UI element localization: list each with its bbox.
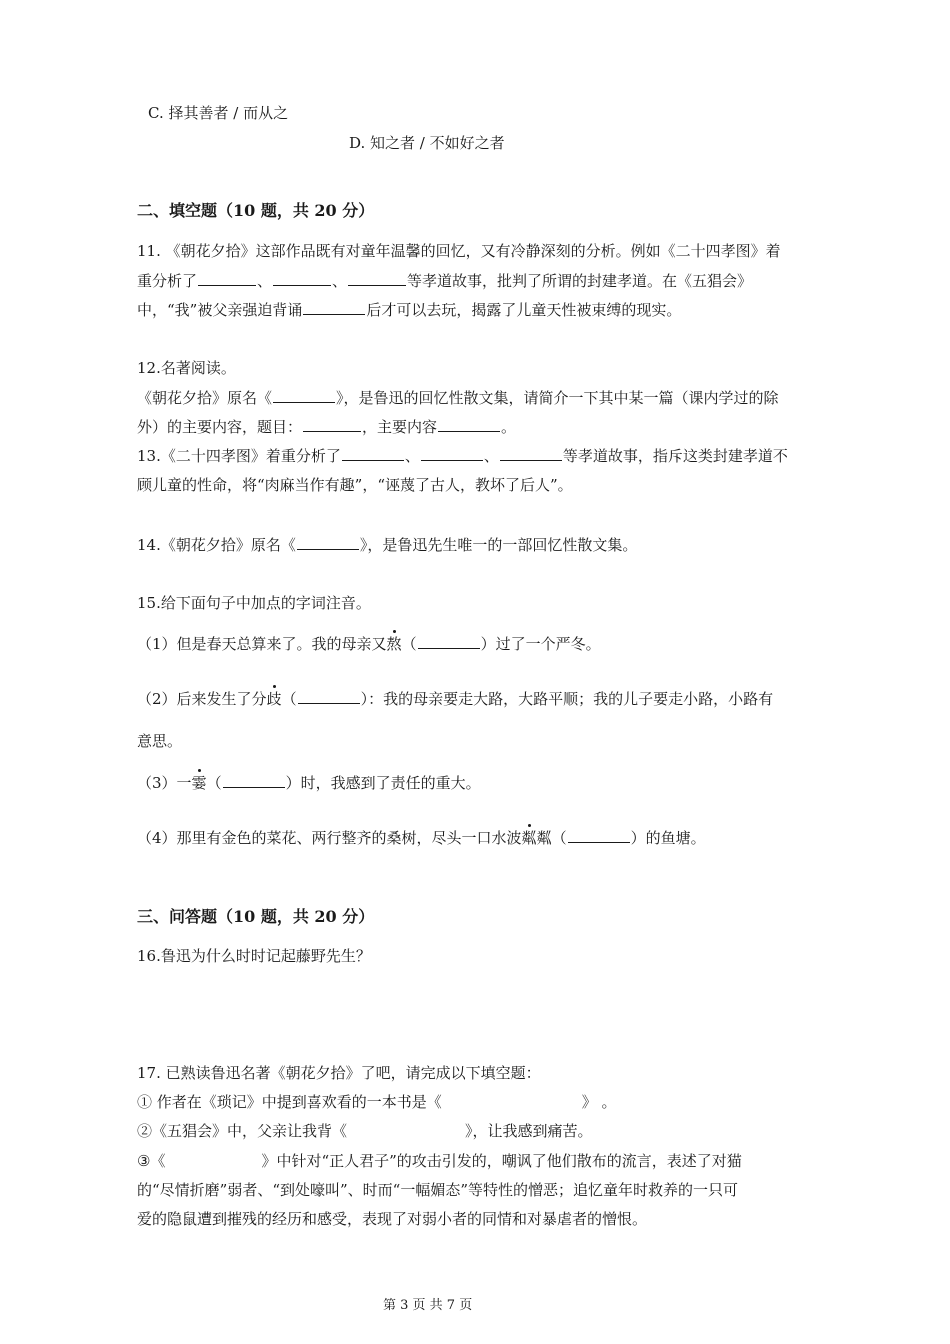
section-3-heading: 三、问答题（10 题，共 20 分） (137, 907, 375, 926)
q12-line1: 《朝花夕拾》原名《 》，是鲁迅的回忆性散文集，请简介一下其中某一篇（课内学过的除 (137, 389, 779, 407)
blank[interactable] (303, 299, 365, 315)
dotted-char: 熬 (386, 635, 402, 653)
q11-line3: 中，“我”被父亲强迫背诵 后才可以去玩，揭露了儿童天性被束缚的现实。 (137, 301, 682, 319)
q17-item3-line1: ③《 》中针对“正人君子”的攻击引发的，嘲讽了他们散布的流言，表述了对猫 (137, 1152, 742, 1170)
blank[interactable] (273, 387, 335, 403)
q15-sentence2: （2）后来发生了分歧（ ）：我的母亲要走大路，大路平顺；我的儿子要走小路，小路有 (137, 690, 774, 708)
blank[interactable] (438, 416, 500, 432)
blank[interactable] (198, 270, 256, 286)
page-footer: 第 3 页 共 7 页 (383, 1298, 473, 1313)
option-d: D. 知之者 / 不如好之者 (349, 134, 505, 152)
blank[interactable] (297, 534, 359, 550)
q16-text: 16.鲁迅为什么时时记起藤野先生？ (137, 947, 371, 965)
option-c: C. 择其善者 / 而从之 (148, 104, 289, 122)
dotted-char: 霎 (191, 774, 207, 792)
blank[interactable] (273, 270, 331, 286)
section-2-heading: 二、填空题（10 题，共 20 分） (137, 201, 375, 220)
q17-item1: ① 作者在《琐记》中提到喜欢看的一本书是《 》 。 (137, 1093, 617, 1111)
q11-line2: 重分析了 、 、 等孝道故事，批判了所谓的封建孝道。在《五猖会》 (137, 272, 753, 290)
q12-line2: 外）的主要内容，题目： ，主要内容 。 (137, 418, 517, 436)
blank[interactable] (303, 416, 361, 432)
q13-line1: 13.《二十四孝图》着重分析了 、 、 等孝道故事，指斥这类封建孝道不 (137, 447, 788, 465)
q12-title: 12.名著阅读。 (137, 359, 236, 377)
q15-sentence1: （1）但是春天总算来了。我的母亲又熬（ ）过了一个严冬。 (137, 635, 601, 653)
q15-sentence4: （4）那里有金色的菜花、两行整齐的桑树，尽头一口水波粼粼（ ）的鱼塘。 (137, 829, 706, 847)
blank[interactable] (500, 445, 562, 461)
blank[interactable] (342, 445, 404, 461)
blank[interactable] (418, 633, 480, 649)
q15-sentence3: （3）一霎（ ）时，我感到了责任的重大。 (137, 774, 481, 792)
q17-item3-line2: 的“尽情折磨”弱者、“到处嚎叫”、时而“一幅媚态”等特性的憎恶；追忆童年时救养的一只可 (137, 1181, 739, 1199)
dotted-char: 粼 (521, 829, 537, 847)
q17-title: 17. 已熟读鲁迅名著《朝花夕拾》了吧，请完成以下填空题： (137, 1064, 541, 1082)
dotted-char: 歧 (266, 690, 282, 708)
blank[interactable] (298, 688, 360, 704)
blank[interactable] (421, 445, 483, 461)
blank[interactable] (348, 270, 406, 286)
blank[interactable] (568, 827, 630, 843)
q15-title: 15.给下面句子中加点的字词注音。 (137, 594, 371, 612)
q13-line2: 顾儿童的性命，将“肉麻当作有趣”，“诬蔑了古人，教坏了后人”。 (137, 476, 573, 494)
q15-sentence2-cont: 意思。 (137, 732, 183, 750)
q17-item2: ②《五猖会》中，父亲让我背《 》，让我感到痛苦。 (137, 1122, 593, 1140)
q17-item3-line3: 爱的隐鼠遭到摧残的经历和感受，表现了对弱小者的同情和对暴虐者的憎恨。 (137, 1210, 648, 1228)
q14-line: 14.《朝花夕拾》原名《 》，是鲁迅先生唯一的一部回忆性散文集。 (137, 536, 638, 554)
blank[interactable] (223, 772, 285, 788)
q11-line1: 11. 《朝花夕拾》这部作品既有对童年温馨的回忆，又有冷静深刻的分析。例如《二十四孝图》着 (137, 242, 781, 260)
